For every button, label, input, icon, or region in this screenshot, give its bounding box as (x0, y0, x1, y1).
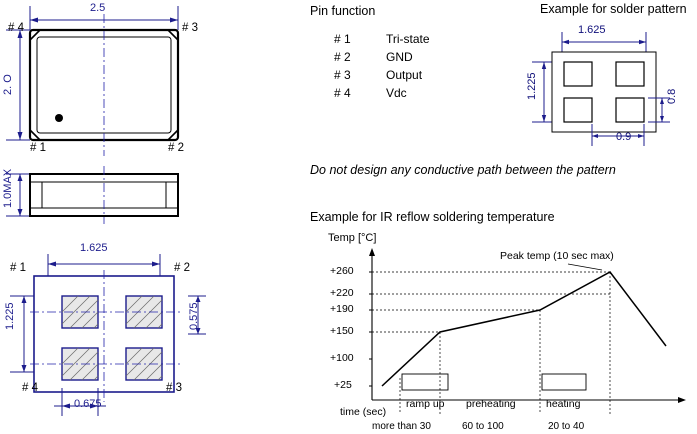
chart-xaxis-label-1: more than 30 (372, 421, 431, 432)
top-view-drawing (0, 0, 210, 160)
conductive-path-note: Do not design any conductive path between the pattern (310, 163, 616, 177)
chart-ylabel: Temp [°C] (328, 232, 377, 244)
pin-number: # 1 (334, 32, 351, 46)
solder-height-text: 1.225 (526, 72, 538, 100)
land-view-pin-3: # 3 (166, 382, 182, 394)
pin-function-title: Pin function (310, 4, 376, 18)
chart-zone-preheating: preheating (466, 398, 516, 410)
top-view-pin-1: # 1 (30, 142, 46, 154)
chart-peak-annotation: Peak temp (10 sec max) (500, 250, 614, 262)
solder-width-label: 1.625 (578, 24, 606, 36)
top-view-width-label: 2.5 (90, 2, 106, 14)
land-view-height-text: 1.225 (4, 302, 16, 330)
chart-ytick-260: +260 (330, 265, 354, 277)
pin-number: # 2 (334, 50, 351, 64)
chart-ytick-100: +100 (330, 352, 354, 364)
land-view-pitch-h-label: 0.675 (74, 398, 102, 410)
top-view-pin-3: # 3 (182, 22, 198, 34)
chart-xaxis-label-2: 60 to 100 (462, 421, 504, 432)
pin-number: # 3 (334, 68, 351, 82)
top-view-pin-2: # 2 (168, 142, 184, 154)
land-pattern-drawing (0, 240, 230, 425)
chart-xaxis-label-3: 20 to 40 (548, 421, 585, 432)
chart-ytick-220: +220 (330, 287, 354, 299)
pin-name: GND (386, 50, 413, 64)
pin-name: Tri-state (386, 32, 430, 46)
land-view-pin-2: # 2 (174, 262, 190, 274)
chart-ytick-190: +190 (330, 303, 354, 315)
side-view-height-text: 1.0MAX (2, 168, 14, 208)
solder-pad-v-text: 0.8 (666, 88, 678, 104)
chart-ytick-25: +25 (334, 379, 352, 391)
solder-pattern-title: Example for solder pattern (540, 2, 687, 16)
land-view-width-label: 1.625 (80, 242, 108, 254)
top-view-height-text: 2. O (2, 74, 14, 95)
pin-name: Output (386, 68, 423, 82)
reflow-chart-title: Example for IR reflow soldering temperature (310, 210, 555, 224)
side-view-drawing (0, 160, 210, 228)
chart-zone-heating: heating (546, 398, 581, 410)
land-view-pin-1: # 1 (10, 262, 26, 274)
pin-number: # 4 (334, 86, 351, 100)
chart-ytick-150: +150 (330, 325, 354, 337)
land-view-pin-4: # 4 (22, 382, 38, 394)
land-view-pitch-v-text: 0.575 (188, 302, 200, 330)
top-view-pin-4: # 4 (8, 22, 24, 34)
pin-function-list (334, 32, 430, 100)
pin-name: Vdc (386, 86, 407, 100)
chart-zone-ramp-up: ramp up (406, 398, 445, 410)
solder-pad-h-label: 0.9 (616, 131, 632, 143)
chart-xlabel: time (sec) (340, 406, 387, 418)
